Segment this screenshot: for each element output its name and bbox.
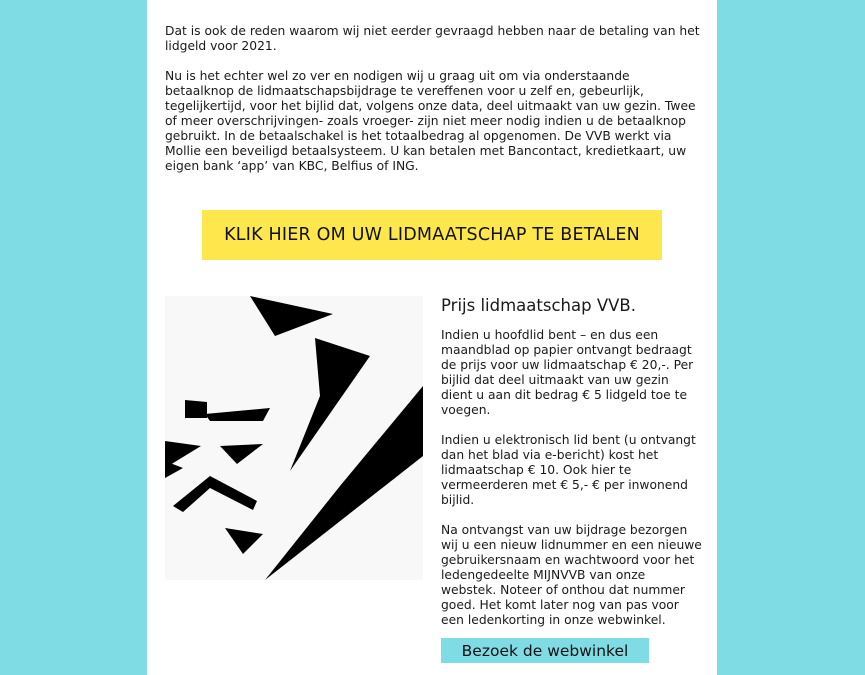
pay-membership-button-label: KLIK HIER OM UW LIDMAATSCHAP TE BETALEN [224,225,640,245]
intro-text [165,24,700,189]
price-paragraph-1: Indien u hoofdlid bent – en dus een maandblad op papier ontvangt bedraagt de prijs voor uw lidmaatschap € 20,-. Per bijlid dat deel uitmaakt van uw gezin dient u aan dit bedrag € 5 lidgeld toe te voegen. [441,328,694,417]
pay-membership-button[interactable] [202,210,662,260]
price-paragraph-2: Indien u elektronisch lid bent (u ontvangt dan het blad via e-bericht) kost het lidmaatschap € 10. Ook hier te vermeerderen met € 5,- € per inwonend bijlid. [441,433,696,507]
price-section [441,296,703,643]
visit-webshop-button-label: Bezoek de webwinkel [461,641,629,660]
price-paragraph-3: Na ontvangst van uw bijdrage bezorgen wij u een nieuw lidnummer en een nieuwe gebruikersnaam en wachtwoord voor het ledengedeelte MIJNVVB van onze webstek. Noteer of onthou dat nummer goed. Het komt later nog van pas voor een ledenkorting in onze webwinkel. [441,523,702,627]
price-title: Prijs lidmaatschap VVB. [441,296,636,315]
lion-logo-graphic [165,296,423,580]
visit-webshop-button[interactable] [441,638,649,663]
intro-paragraph-1: Dat is ook de reden waarom wij niet eerder gevraagd hebben naar de betaling van het lidgeld voor 2021. [165,24,700,53]
lion-logo-icon [165,296,423,580]
email-body [147,0,717,675]
intro-paragraph-2: Nu is het echter wel zo ver en nodigen wij u graag uit om via onderstaande betaalknop de lidmaatschapsbijdrage te vereffenen voor u zelf en, gebeurlijk, tegelijkertijd, voor het bijlid dat, volgens onze data, deel uitmaakt van uw gezin. Twee of meer overschrijvingen- zoals vroeger- zijn niet meer nodig indien u de betaalknop gebruikt. In de betaalschakel is het totaalbedrag al opgenomen. De VVB werkt via Mollie een beveiligd betaalsysteem. U kan betalen met Bancontact, kredietkaart, uw eigen bank ‘app’ van KBC, Belfius of ING. [165,69,696,173]
